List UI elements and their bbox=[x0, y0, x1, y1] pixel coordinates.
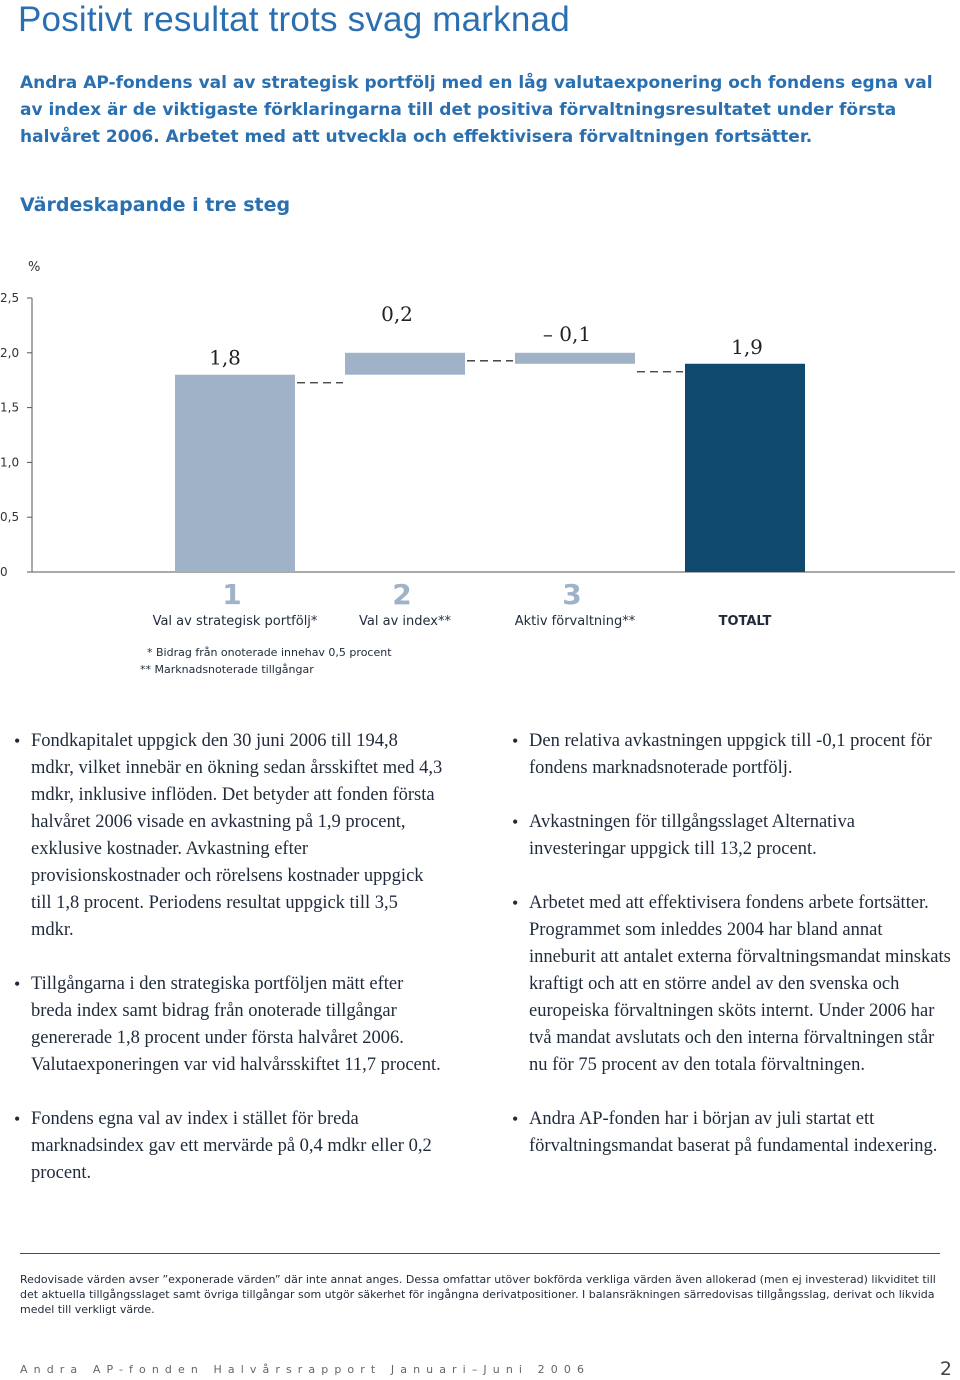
bullet-item bbox=[512, 728, 952, 782]
page-title: Positivt resultat trots svag marknad bbox=[18, 0, 570, 39]
bullet-text: Avkastningen för tillgångsslaget Alternativa investeringar uppgick till 13,2 procent. bbox=[529, 812, 855, 859]
bullet-item bbox=[512, 809, 952, 863]
lead-paragraph: Andra AP-fondens val av strategisk portfölj med en låg valutaexponering och fondens egna val av index är de viktigaste förklaringarna till det positiva förvaltningsresultatet under första halvåret 2006. Arbetet med att utveckla och effektivisera förvaltningen fortsätter. bbox=[20, 73, 933, 147]
bullet-dot: • bbox=[512, 731, 519, 751]
waterfall-chart bbox=[0, 250, 960, 690]
step-number: 1 bbox=[222, 578, 242, 611]
bullet-item bbox=[512, 1106, 952, 1160]
chart-footnote: ** Marknadsnoterade tillgångar bbox=[140, 663, 314, 676]
category-label: TOTALT bbox=[718, 614, 772, 629]
y-axis-unit-label: % bbox=[28, 260, 41, 275]
bullet-text: Den relativa avkastningen uppgick till -0,1 procent för fondens marknadsnoterade portfölj. bbox=[529, 731, 932, 778]
chart-footnote: * Bidrag från onoterade innehav 0,5 procent bbox=[147, 646, 392, 659]
bullet-item bbox=[14, 728, 444, 944]
category-label: Val av strategisk portfölj* bbox=[152, 614, 318, 629]
bullet-dot: • bbox=[14, 731, 21, 751]
y-tick-label: 2,5 bbox=[0, 291, 20, 305]
step-number: 2 bbox=[392, 578, 412, 611]
bullet-text: Fondens egna val av index i stället för breda marknadsindex gav ett mervärde på 0,4 mdkr eller 0,2 procent. bbox=[31, 1109, 432, 1183]
bar-1 bbox=[175, 375, 295, 572]
step-number: 3 bbox=[562, 578, 582, 611]
bullet-text: Arbetet med att effektivisera fondens arbete fortsätter. Programmet som inleddes 2004 har bland annat inneburit att antalet externa förvaltningsmandat minskats kraftigt och att en större andel av den svenska och europeiska förvaltningen sköts internt. Under 2006 har två mandat avslutats och den interna förvaltningen står nu för 75 procent av den totala förvaltningen. bbox=[529, 893, 951, 1075]
chart-title: Värdeskapande i tre steg bbox=[20, 194, 291, 216]
right-column bbox=[512, 728, 952, 1187]
bullet-item bbox=[14, 971, 444, 1079]
bullet-text: Andra AP-fonden har i början av juli startat ett förvaltningsmandat baserat på fundamental indexering. bbox=[529, 1109, 938, 1156]
y-tick-label: 0 bbox=[0, 565, 8, 579]
bar-4 bbox=[685, 364, 805, 572]
footer-report-title: Andra AP-fonden Halvårsrapport Januari–Juni 2006 bbox=[20, 1363, 591, 1376]
y-tick-label: 1,5 bbox=[0, 400, 20, 415]
category-label: Val av index** bbox=[359, 614, 451, 629]
y-tick-label: 2,0 bbox=[0, 345, 20, 360]
bar-3 bbox=[515, 353, 635, 364]
page-number: 2 bbox=[939, 1358, 952, 1380]
bullet-item bbox=[512, 890, 952, 1079]
bar-value-label: 0,2 bbox=[381, 301, 413, 326]
bar-value-label: 1,9 bbox=[731, 334, 763, 359]
footer-divider bbox=[20, 1253, 940, 1254]
category-label: Aktiv förvaltning** bbox=[514, 614, 636, 629]
bullet-item bbox=[14, 1106, 444, 1187]
bullet-text: Tillgångarna i den strategiska portföljen mätt efter breda index samt bidrag från onoterade tillgångar genererade 1,8 procent under första halvåret 2006. Valutaexponeringen var vid halvårsskiftet 11,7 procent. bbox=[31, 974, 441, 1075]
bullet-text: Fondkapitalet uppgick den 30 juni 2006 till 194,8 mdkr, vilket innebär en ökning sedan årsskiftet med 4,3 mdkr, inklusive inflöden. Det betyder att fonden första halvåret 2006 visade en avkastning på 1,9 procent, exklusive kostnader. Avkastning efter provisionskostnader och rörelsens kostnader uppgick till 1,8 procent. Periodens resultat uppgick till 3,5 mdkr. bbox=[31, 731, 443, 940]
y-tick-label: 1,0 bbox=[0, 455, 20, 470]
bullet-dot: • bbox=[512, 812, 519, 832]
bullet-dot: • bbox=[14, 1109, 21, 1129]
bar-value-label: 1,8 bbox=[209, 345, 241, 370]
bar-value-label: – 0,1 bbox=[542, 321, 592, 346]
bullet-dot: • bbox=[512, 893, 519, 913]
left-column bbox=[14, 728, 444, 1214]
y-tick-label: 0,5 bbox=[0, 510, 20, 525]
footnote-note: Redovisade värden avser ”exponerade värden” där inte annat anges. Dessa omfattar utöver bokförda verkliga värden även allokerad (men ej investerad) likviditet till det aktuella tillgångsslaget samt övriga tillgångar som utgör säkerhet för ingångna derivatpositioner. I balansräkningen särredovisas tillgångsslag, derivat och likvida medel till verkligt värde. bbox=[20, 1273, 936, 1316]
bullet-dot: • bbox=[512, 1109, 519, 1129]
bar-2 bbox=[345, 353, 465, 375]
bullet-dot: • bbox=[14, 974, 21, 994]
